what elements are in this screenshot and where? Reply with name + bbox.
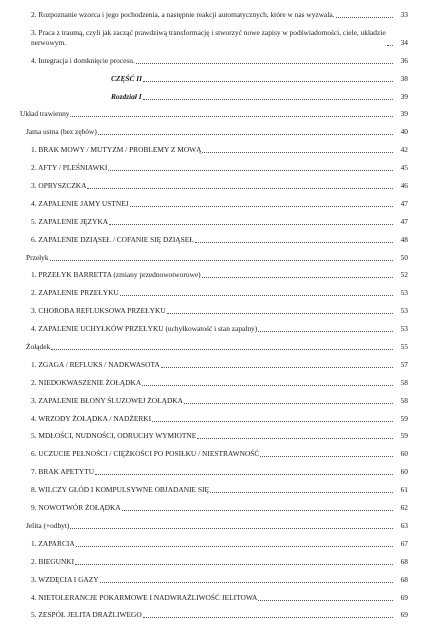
toc-entry-title: 3. WZDĘCIA I GAZY: [31, 574, 99, 584]
toc-entry-title: 1. BRAK MOWY / MUTYZM / PROBLEMY Z MOWĄ: [31, 145, 202, 155]
toc-page-number: 59: [400, 431, 408, 441]
toc-leader-dots: [122, 510, 393, 511]
toc-page-number: 53: [400, 306, 408, 316]
toc-page-number: 52: [400, 270, 408, 280]
toc-entry[interactable]: [20, 56, 408, 66]
toc-entry-title: 4. WRZODY ŻOŁĄDKA / NADŻERKI: [31, 413, 152, 423]
toc-page-number: 61: [400, 485, 408, 495]
toc-entry-title: 1. PRZEŁYK BARRETTA (zmiany przednowotworowe): [31, 270, 201, 280]
toc-entry[interactable]: [20, 10, 408, 20]
toc-entry[interactable]: [20, 378, 408, 388]
toc-leader-dots: [70, 116, 393, 117]
toc-page-number: 68: [400, 556, 408, 566]
toc-entry-title: 5. ZAPALENIE JĘZYKA: [31, 216, 109, 226]
toc-page-number: 42: [400, 145, 408, 155]
toc-page-number: 34: [400, 37, 408, 47]
toc-page-number: 58: [400, 395, 408, 405]
toc-entry-title: 2. Rozpoznanie wzorca i jego pochodzenia, a następnie reakcji automatycznych, które w nas wyzwala.: [31, 10, 335, 19]
toc-entry[interactable]: [20, 270, 408, 280]
toc-leader-dots: [202, 277, 393, 278]
toc-leader-dots: [143, 99, 393, 100]
toc-page-number: 60: [400, 449, 408, 459]
toc-entry[interactable]: [20, 127, 408, 137]
toc-page-number: 63: [400, 520, 408, 530]
toc-entry[interactable]: [20, 199, 408, 209]
toc-entry-title: 1. ZAPARCIA: [31, 538, 75, 548]
toc-page-number: 48: [400, 234, 408, 244]
toc-entry[interactable]: [20, 324, 408, 334]
toc-page-number: 50: [400, 252, 408, 262]
toc-entry-title: Jelita (+odbyt): [26, 520, 70, 530]
toc-entry-title: 6. ZAPALENIE DZIĄSEŁ / COFANIE SIĘ DZIĄSEŁ: [31, 234, 194, 244]
toc-entry[interactable]: [20, 92, 408, 102]
toc-entry[interactable]: [20, 235, 408, 245]
toc-entry[interactable]: [20, 414, 408, 424]
toc-entry[interactable]: [20, 557, 408, 567]
toc-page-number: 53: [400, 324, 408, 334]
toc-leader-dots: [143, 81, 393, 82]
toc-entry-title: Rozdział I: [111, 91, 142, 101]
toc-entry[interactable]: [20, 306, 408, 316]
toc-leader-dots: [95, 474, 393, 475]
toc-entry-title: 6. UCZUCIE PEŁNOŚCI / CIĘŻKOŚCI PO POSIŁKU / NIESTRAWNOŚĆ: [31, 449, 260, 459]
toc-entry-title: Układ trawienny: [20, 109, 70, 119]
toc-entry[interactable]: [20, 503, 408, 513]
toc-page-number: 55: [400, 342, 408, 352]
toc-leader-dots: [51, 349, 393, 350]
toc-leader-dots: [50, 260, 393, 261]
toc-leader-dots: [142, 385, 393, 386]
toc-leader-dots: [98, 134, 393, 135]
toc-entry-title: 4. ZAPALENIE JAMY USTNEJ: [31, 198, 129, 208]
toc-entry-title: CZĘŚĆ II: [111, 73, 143, 83]
toc-leader-dots: [108, 170, 393, 171]
toc-entry[interactable]: [20, 431, 408, 441]
toc-leader-dots: [120, 295, 393, 296]
toc-leader-dots: [70, 528, 393, 529]
toc-leader-dots: [130, 206, 393, 207]
toc-page-number: 69: [400, 610, 408, 620]
toc-entry-title: 3. Praca z traumą, czyli jak zacząć prawdziwą transformację i stworzyć nowe zapisy w podświadomości, ciele, układzie nerwowym.: [31, 27, 386, 47]
toc-entry[interactable]: [20, 288, 408, 298]
toc-leader-dots: [258, 331, 393, 332]
toc-page-number: 47: [400, 198, 408, 208]
toc-leader-dots: [195, 242, 393, 243]
toc-page-number: 53: [400, 288, 408, 298]
toc-leader-dots: [210, 492, 393, 493]
toc-entry[interactable]: [20, 485, 408, 495]
toc-entry[interactable]: [20, 74, 408, 84]
toc-leader-dots: [143, 617, 393, 618]
toc-entry[interactable]: [20, 575, 408, 585]
toc-leader-dots: [136, 63, 393, 64]
toc-entry-title: 3. CHOROBA REFLUKSOWA PRZEŁYKU: [31, 306, 166, 316]
toc-leader-dots: [184, 403, 393, 404]
toc-leader-dots: [100, 582, 393, 583]
toc-leader-dots: [109, 224, 393, 225]
toc-entry[interactable]: [20, 467, 408, 477]
toc-entry[interactable]: [20, 593, 408, 603]
toc-entry-title: 1. ZGAGA / REFLUKS / NADKWASOTA: [31, 359, 160, 369]
toc-page-number: 38: [400, 73, 408, 83]
toc-page-number: 39: [400, 109, 408, 119]
toc-page-number: 46: [400, 181, 408, 191]
toc-page-number: 62: [400, 503, 408, 513]
toc-leader-dots: [387, 45, 393, 46]
toc-leader-dots: [75, 564, 393, 565]
toc-entry-title: 4. NIETOLERANCJE POKARMOWE I NADWRAŻLIWOŚĆ JELITOWA: [31, 592, 258, 602]
toc-entry[interactable]: [20, 253, 408, 263]
toc-leader-dots: [336, 17, 393, 18]
table-of-contents: [20, 10, 408, 628]
toc-page-number: 47: [400, 216, 408, 226]
toc-entry-title: Żołądek: [26, 342, 51, 352]
toc-entry[interactable]: [20, 449, 408, 459]
toc-page-number: 57: [400, 359, 408, 369]
toc-entry[interactable]: [20, 145, 408, 155]
toc-entry-title: Jama ustna (bez zębów): [26, 127, 97, 137]
toc-entry-title: 4. ZAPALENIE UCHYŁKÓW PRZEŁYKU (uchyłkowatość i stan zapalny): [31, 324, 258, 334]
toc-entry[interactable]: [20, 217, 408, 227]
toc-entry-title: 3. ZAPALENIE BŁONY ŚLUZOWEJ ŻOŁĄDKA: [31, 395, 183, 405]
toc-page-number: 33: [400, 10, 408, 19]
toc-entry-title: 7. BRAK APETYTU: [31, 467, 95, 477]
toc-entry[interactable]: [20, 539, 408, 549]
toc-entry[interactable]: [20, 342, 408, 352]
toc-page-number: 59: [400, 413, 408, 423]
toc-leader-dots: [152, 421, 393, 422]
toc-entry-title: 5. ZESPÓŁ JELITA DRAŻLIWEGO: [31, 610, 142, 620]
toc-page-number: 45: [400, 163, 408, 173]
toc-leader-dots: [197, 438, 393, 439]
toc-entry[interactable]: [20, 181, 408, 191]
toc-leader-dots: [87, 188, 393, 189]
toc-entry[interactable]: [20, 109, 408, 119]
toc-entry-title: 2. AFTY / PLEŚNIAWKI: [31, 163, 108, 173]
toc-entry[interactable]: [20, 521, 408, 531]
toc-page-number: 60: [400, 467, 408, 477]
toc-page-number: 67: [400, 538, 408, 548]
toc-leader-dots: [202, 152, 393, 153]
toc-entry[interactable]: [20, 360, 408, 370]
toc-entry-title: 2. NIEDOKWASZENIE ŻOŁĄDKA: [31, 377, 142, 387]
toc-entry[interactable]: [20, 396, 408, 406]
toc-leader-dots: [76, 546, 393, 547]
toc-entry[interactable]: [20, 28, 408, 48]
toc-leader-dots: [161, 367, 393, 368]
toc-entry-title: 4. Integracja i domknięcie procesu.: [31, 55, 135, 65]
toc-entry[interactable]: [20, 610, 408, 620]
toc-entry[interactable]: [20, 163, 408, 173]
toc-leader-dots: [167, 313, 393, 314]
toc-entry-title: 5. MDŁOŚCI, NUDNOŚCI, ODRUCHY WYMIOTNE: [31, 431, 197, 441]
toc-entry-title: 2. BIEGUNKI: [31, 556, 75, 566]
toc-page-number: 39: [400, 91, 408, 101]
toc-page-number: 69: [400, 592, 408, 602]
toc-leader-dots: [258, 600, 393, 601]
toc-entry-title: Przełyk: [26, 252, 49, 262]
toc-entry-title: 2. ZAPALENIE PRZEŁYKU: [31, 288, 119, 298]
toc-page-number: 68: [400, 574, 408, 584]
toc-entry-title: 8. WILCZY GŁÓD I KOMPULSYWNE OBJADANIE SIĘ: [31, 485, 209, 495]
toc-entry-title: 3. OPRYSZCZKA: [31, 181, 87, 191]
toc-leader-dots: [260, 456, 393, 457]
toc-page-number: 36: [400, 55, 408, 65]
toc-entry-title: 9. NOWOTWÓR ŻOŁĄDKA: [31, 503, 121, 513]
toc-page-number: 58: [400, 377, 408, 387]
toc-page-number: 40: [400, 127, 408, 137]
